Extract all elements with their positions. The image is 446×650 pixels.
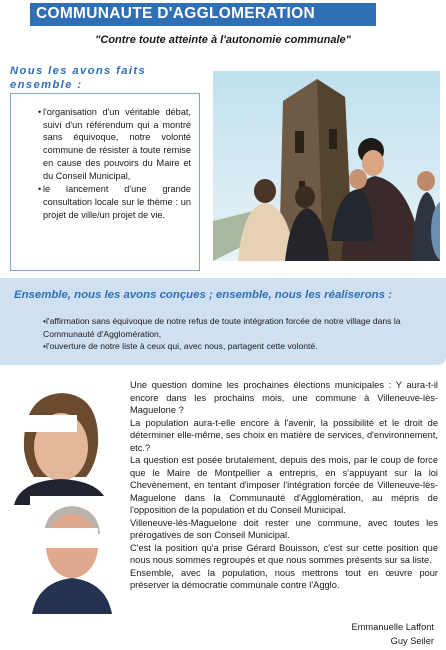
slogan: "Contre toute atteinte à l'autonomie communale" xyxy=(95,34,351,46)
list-item-text: l'affirmation sans équivoque de notre refus de toute intégration forcée de notre village dans la Communauté d'Agglomération, xyxy=(43,316,401,339)
achievements-list xyxy=(38,106,191,222)
bullet: • xyxy=(38,184,42,195)
list-item-text: l'ouverture de notre liste à ceux qui, avec nous, partagent cette volonté. xyxy=(46,341,318,352)
portrait-man-drawing xyxy=(30,496,114,614)
achievements-heading-line1: Nous les avons faits xyxy=(10,65,147,77)
list-item xyxy=(43,315,433,340)
article-paragraph: Une question domine les prochaines élections municipales : Y aura-t-il encore dans les prochains mois, une commune à Villeneuve-lès-Maguelone ? xyxy=(130,380,438,415)
tower-photo-drawing xyxy=(213,71,440,261)
face-redaction xyxy=(38,528,98,548)
article-paragraph: C'est la position qu'a prise Gérard Bouisson, c'est sur cette position que nous nous sommes regroupés et que nous sommes présents sur sa liste. xyxy=(130,542,438,565)
article-body xyxy=(130,379,438,592)
page-title: COMMUNAUTE D'AGGLOMERATION xyxy=(36,5,315,22)
bullet: • xyxy=(38,107,42,117)
portrait-woman xyxy=(4,385,116,505)
header-banner xyxy=(30,3,376,26)
article-paragraph: Villeneuve-lès-Maguelone doit rester une commune, avec toutes les prérogatives de son Conseil Municipal. xyxy=(130,517,438,540)
list-item xyxy=(43,340,433,353)
tower-photo xyxy=(213,71,440,261)
list-item xyxy=(38,183,191,221)
achievements-heading xyxy=(10,65,200,92)
commitments-heading: Ensemble, nous les avons conçues ; ensemble, nous les réaliserons : xyxy=(14,289,392,301)
list-item xyxy=(38,106,191,182)
bullet: • xyxy=(43,316,47,326)
list-item-text: le lancement d'une grande consultation locale sur le thème : un projet de ville/un projet de vie. xyxy=(43,184,191,220)
portrait-woman-drawing xyxy=(4,385,116,505)
list-item-text: l'organisation d'un véritable débat, suivi d'un référendum qui a montré sans équivoque, notre volonté commune de résister à toute remise en cause des pouvoirs du Maire et du Conseil Municipal, xyxy=(43,107,191,181)
signature-2: Guy Seiler xyxy=(390,636,434,646)
article-paragraph: La population aura-t-elle encore à l'avenir, la possibilité et le droit de déterminer elle-même, ses choix en matière de services, d'environnement, etc.? xyxy=(130,417,438,453)
face-redaction xyxy=(17,415,77,432)
article-paragraph: La question est posée brutalement, depuis des mois, par le coup de force que le Maire de Montpellier a entrepris, en s'appuyant sur la loi Chevènement, en tentant d'imposer l'intégration forcée de Villeneuve-lès-Maguelone dans la Communauté d'Agglomération, au mépris de l'opposition de la population et du Conseil Municipal. xyxy=(130,455,438,515)
signature-1: Emmanuelle Laffont xyxy=(351,622,434,632)
commitments-list xyxy=(43,315,433,353)
achievements-heading-line2: ensemble : xyxy=(10,78,83,91)
portrait-man xyxy=(30,496,114,614)
bullet: • xyxy=(43,341,47,352)
article-paragraph: Ensemble, avec la population, nous mettrons tout en œuvre pour préserver la démocratie communale contre l'Agglo. xyxy=(130,567,438,590)
